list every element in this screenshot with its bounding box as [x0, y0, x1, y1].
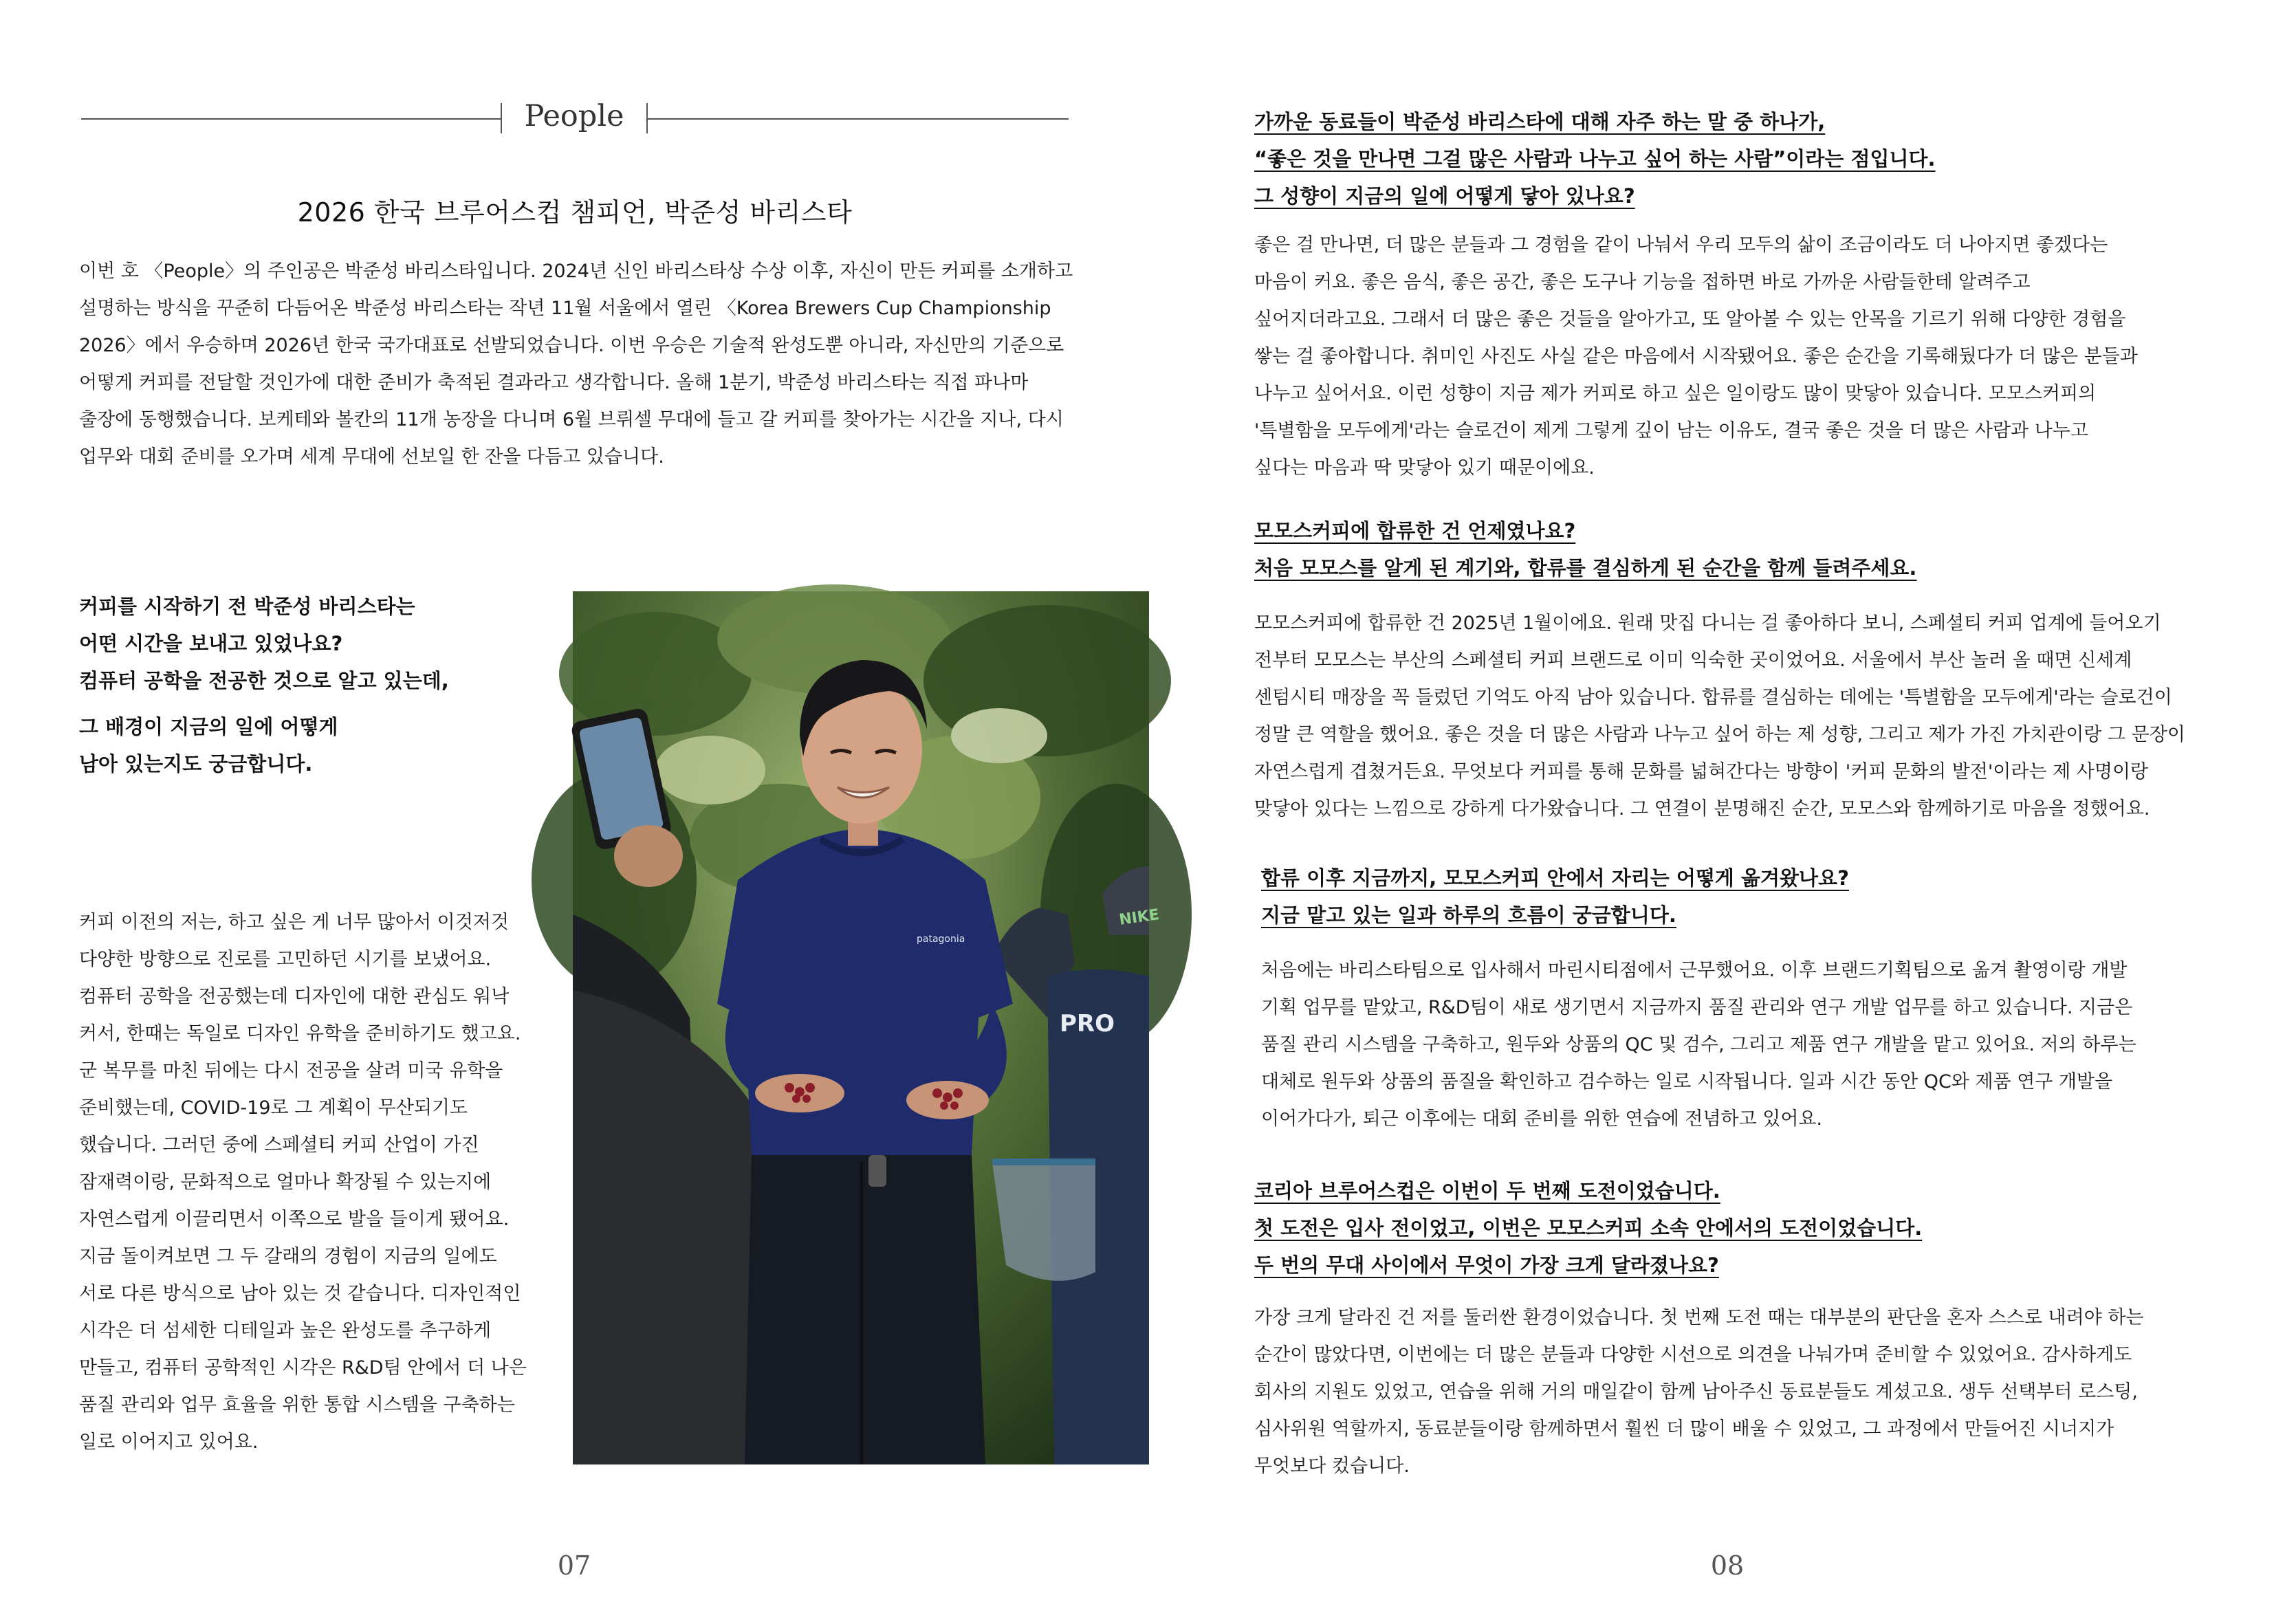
answer-line: 전부터 모모스는 부산의 스페셜티 커피 브랜드로 이미 익숙한 곳이었어요. 서울에서 부산 놀러 올 때면 신세계 [1254, 650, 2132, 671]
answer-line: 싶어지더라고요. 그래서 더 많은 좋은 것들을 알아가고, 또 알아볼 수 있는 안목을 기르기 위해 다양한 경험을 [1254, 309, 2126, 330]
article-lead [79, 253, 1083, 476]
answer-line: 쌓는 걸 좋아합니다. 취미인 사진도 사실 같은 마음에서 시작됐어요. 좋은 순간을 기록해뒀다가 더 많은 분들과 [1254, 346, 2138, 367]
question-line: 모모스커피에 합류한 건 언제였나요? [1254, 519, 1576, 542]
answer-line: 지금 돌이켜보면 그 두 갈래의 경험이 지금의 일에도 [79, 1246, 497, 1267]
answer-line: 컴퓨터 공학을 전공했는데 디자인에 대한 관심도 워낙 [79, 986, 510, 1007]
answer-4 [1254, 1299, 2244, 1485]
lead-line: 출장에 동행했습니다. 보케테와 볼칸의 11개 농장을 다니며 6월 브뤼셀 무대에 들고 갈 커피를 찾아가는 시간을 지나, 다시 [79, 409, 1064, 430]
question-line: 어떤 시간을 보내고 있었나요? [79, 632, 343, 655]
shirt-logo: patagonia [917, 934, 965, 945]
answer-line: 마음이 커요. 좋은 음식, 좋은 공간, 좋은 도구나 기능을 접하면 바로 가까운 사람들한테 알려주고 [1254, 272, 2031, 293]
section-label: People [524, 99, 624, 133]
answer-line: 처음에는 바리스타팀으로 입사해서 마린시티점에서 근무했어요. 이후 브랜드기획팀으로 옮겨 촬영이랑 개발 [1261, 960, 2128, 981]
answer-2 [1254, 605, 2244, 828]
question-line: 첫 도전은 입사 전이었고, 이번은 모모스커피 소속 안에서의 도전이었습니다. [1254, 1216, 1923, 1240]
article-title: 2026 한국 브루어스컵 챔피언, 박준성 바리스타 [297, 197, 853, 228]
question-line: 남아 있는지도 궁금합니다. [79, 752, 313, 776]
question-line: 그 배경이 지금의 일에 어떻게 [79, 715, 338, 738]
question-line: 가까운 동료들이 박준성 바리스타에 대해 자주 하는 말 중 하나가, [1254, 110, 1826, 133]
answer-line: 시각은 더 섬세한 디테일과 높은 완성도를 추구하게 [79, 1320, 492, 1341]
answer-line: 커피 이전의 저는, 하고 싶은 게 너무 많아서 이것저것 [79, 912, 509, 933]
question-left-part1 [79, 588, 560, 699]
answer-line: 싶다는 마음과 딱 맞닿아 있기 때문이에요. [1254, 457, 1595, 479]
question-line: 커피를 시작하기 전 박준성 바리스타는 [79, 595, 415, 618]
answer-line: 순간이 많았다면, 이번에는 더 많은 분들과 다양한 시선으로 의견을 나눠가며 준비할 수 있었어요. 감사하게도 [1254, 1344, 2132, 1365]
page-number-right: 08 [1710, 1550, 1745, 1581]
page-number-left: 07 [557, 1550, 591, 1581]
header-rule-right [648, 118, 1069, 120]
answer-line: 센텀시티 매장을 꼭 들렀던 기억도 아직 남아 있습니다. 합류를 결심하는 데에는 '특별함을 모두에게'라는 슬로건이 [1254, 687, 2172, 708]
question-line: 그 성향이 지금의 일에 어떻게 닿아 있나요? [1254, 184, 1635, 208]
answer-line: 일로 이어지고 있어요. [79, 1431, 259, 1453]
answer-line: 가장 크게 달라진 건 저를 둘러싼 환경이었습니다. 첫 번째 도전 때는 대부분의 판단을 혼자 스스로 내려야 하는 [1254, 1307, 2144, 1328]
question-line: 처음 모모스를 알게 된 계기와, 합류를 결심하게 된 순간을 함께 들려주세요. [1254, 556, 1917, 580]
answer-left [79, 904, 540, 1461]
answer-line: 대체로 원두와 상품의 품질을 확인하고 검수하는 일로 시작됩니다. 일과 시간 동안 QC와 제품 연구 개발을 [1261, 1071, 2113, 1093]
answer-1 [1254, 227, 2244, 487]
question-2 [1254, 512, 2244, 586]
answer-3 [1261, 952, 2244, 1138]
answer-line: 서로 다른 방식으로 남아 있는 것 같습니다. 디자인적인 [79, 1283, 521, 1304]
question-line: 지금 맡고 있는 일과 하루의 흐름이 궁금합니다. [1261, 903, 1676, 927]
lead-line: 업무와 대회 준비를 오가며 세계 무대에 선보일 한 잔을 다듬고 있습니다. [79, 446, 664, 468]
barista-photo-illustration [573, 591, 1161, 1464]
answer-line: 이어가다가, 퇴근 이후에는 대회 준비를 위한 연습에 전념하고 있어요. [1261, 1108, 1823, 1130]
answer-line: 회사의 지원도 있었고, 연습을 위해 거의 매일같이 함께 남아주신 동료분들도 계셨고요. 생두 선택부터 로스팅, [1254, 1381, 2138, 1403]
header-rule-left [81, 118, 501, 120]
answer-line: 품질 관리 시스템을 구축하고, 원두와 상품의 QC 및 검수, 그리고 제품 연구 개발을 맡고 있어요. 저의 하루는 [1261, 1034, 2136, 1055]
answer-line: 했습니다. 그러던 중에 스페셜티 커피 산업이 가진 [79, 1134, 479, 1156]
answer-line: 잠재력이랑, 문화적으로 얼마나 확장될 수 있는지에 [79, 1172, 492, 1193]
bg-shirt-print: PRO [1060, 1010, 1115, 1038]
cap-logo: NIKE [1117, 906, 1161, 929]
answer-line: 자연스럽게 겹쳤거든요. 무엇보다 커피를 통해 문화를 넓혀간다는 방향이 '커피 문화의 발전'이라는 제 사명이랑 [1254, 761, 2149, 782]
question-1 [1254, 103, 2244, 215]
answer-line: 정말 큰 역할을 했어요. 좋은 것을 더 많은 사람과 나누고 싶어 하는 제 성향, 그리고 제가 가진 가치관이랑 그 문장이 [1254, 724, 2185, 745]
answer-line: '특별함을 모두에게'라는 슬로건이 제게 그렇게 깊이 남는 이유도, 결국 좋은 것을 더 많은 사람과 나누고 [1254, 420, 2088, 441]
answer-line: 다양한 방향으로 진로를 고민하던 시기를 보냈어요. [79, 949, 492, 970]
answer-line: 심사위원 역할까지, 동료분들이랑 함께하면서 훨씬 더 많이 배울 수 있었고, 그 과정에서 만들어진 시너지가 [1254, 1418, 2114, 1440]
answer-line: 자연스럽게 이끌리면서 이쪽으로 발을 들이게 됐어요. [79, 1209, 510, 1230]
question-4 [1254, 1172, 2244, 1284]
answer-line: 모모스커피에 합류한 건 2025년 1월이에요. 원래 맛집 다니는 걸 좋아하다 보니, 스페셜티 커피 업계에 들어오기 [1254, 613, 2161, 634]
answer-line: 품질 관리와 업무 효율을 위한 통합 시스템을 구축하는 [79, 1394, 515, 1416]
question-3 [1261, 859, 2244, 934]
lead-line: 설명하는 방식을 꾸준히 다듬어온 박준성 바리스타는 작년 11월 서울에서 열린 〈Korea Brewers Cup Championship [79, 298, 1051, 319]
answer-line: 기획 업무를 맡았고, R&D팀이 새로 생기면서 지금까지 품질 관리와 연구 개발 업무를 하고 있습니다. 지금은 [1261, 997, 2133, 1018]
answer-line: 좋은 걸 만나면, 더 많은 분들과 그 경험을 같이 나눠서 우리 모두의 삶이 조금이라도 더 나아지면 좋겠다는 [1254, 234, 2108, 256]
answer-line: 무엇보다 컸습니다. [1254, 1456, 1410, 1477]
lead-line: 2026〉에서 우승하며 2026년 한국 국가대표로 선발되었습니다. 이번 우승은 기술적 완성도뿐 아니라, 자신만의 기준으로 [79, 335, 1064, 356]
answer-line: 군 복무를 마친 뒤에는 다시 전공을 살려 미국 유학을 [79, 1060, 503, 1082]
lead-line: 이번 호 〈People〉의 주인공은 박준성 바리스타입니다. 2024년 신인 바리스타상 수상 이후, 자신이 만든 커피를 소개하고 [79, 261, 1073, 282]
question-line: 컴퓨터 공학을 전공한 것으로 알고 있는데, [79, 669, 449, 692]
answer-line: 커서, 한때는 독일로 디자인 유학을 준비하기도 했고요. [79, 1023, 521, 1044]
question-line: “좋은 것을 만나면 그걸 많은 사람과 나누고 싶어 하는 사람”이라는 점입니다. [1254, 147, 1936, 171]
right-page [1137, 0, 2274, 1624]
lead-line: 어떻게 커피를 전달할 것인가에 대한 준비가 축적된 결과라고 생각합니다. 올해 1분기, 박준성 바리스타는 직접 파나마 [79, 372, 1029, 393]
question-line: 합류 이후 지금까지, 모모스커피 안에서 자리는 어떻게 옮겨왔나요? [1261, 866, 1849, 890]
question-line: 코리아 브루어스컵은 이번이 두 번째 도전이었습니다. [1254, 1179, 1720, 1203]
barista-photo [573, 591, 1161, 1464]
answer-line: 맞닿아 있다는 느낌으로 강하게 다가왔습니다. 그 연결이 분명해진 순간, 모모스와 함께하기로 마음을 정했어요. [1254, 798, 2150, 820]
question-left-part2 [79, 708, 560, 782]
question-line: 두 번의 무대 사이에서 무엇이 가장 크게 달라졌나요? [1254, 1253, 1719, 1277]
answer-line: 준비했는데, COVID-19로 그 계획이 무산되기도 [79, 1097, 468, 1119]
answer-line: 만들고, 컴퓨터 공학적인 시각은 R&D팀 안에서 더 나은 [79, 1357, 527, 1379]
answer-line: 나누고 싶어서요. 이런 성향이 지금 제가 커피로 하고 싶은 일이랑도 많이 맞닿아 있습니다. 모모스커피의 [1254, 383, 2097, 404]
